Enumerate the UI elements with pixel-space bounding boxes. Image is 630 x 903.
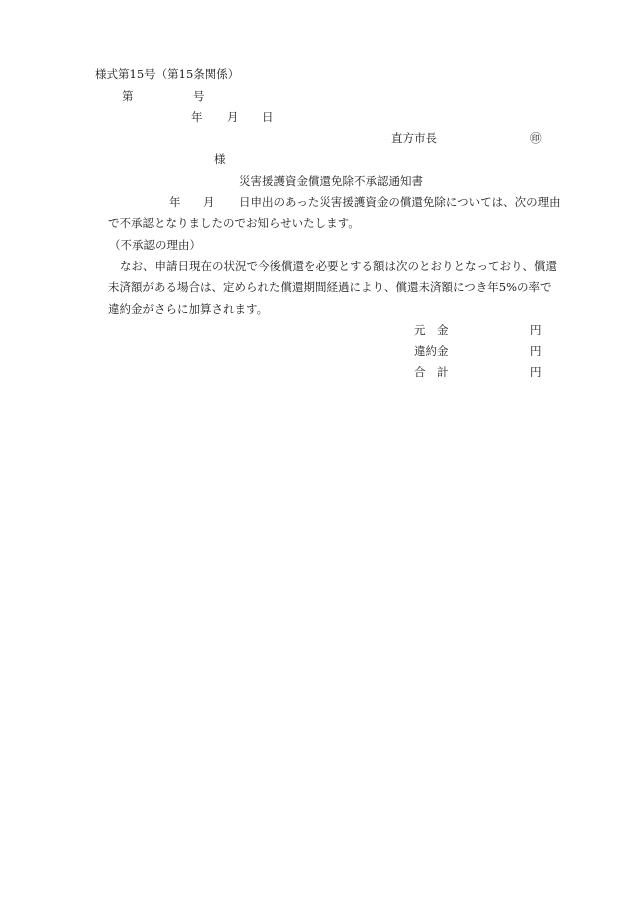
reason-line-2: 未済額がある場合は、定められた償還期間経過により、償還未済額につき年5%の率で — [108, 280, 552, 294]
intro-line-1: 日申出のあった災害援護資金の償還免除については、次の理由 — [239, 195, 561, 209]
intro-month: 月 — [203, 195, 215, 209]
intro-year: 年 — [169, 195, 181, 209]
amount-label-total: 合 計 — [414, 365, 449, 379]
intro-line-2: で不承認となりましたのでお知らせいたします。 — [108, 216, 360, 230]
number-prefix: 第 — [122, 89, 134, 103]
amount-unit-total: 円 — [530, 365, 542, 379]
reason-heading: （不承認の理由） — [109, 238, 201, 252]
reason-line-1: なお、申請日現在の状況で今後償還を必要とする額は次のとおりとなっており、償還 — [120, 259, 557, 273]
seal-mark: ㊞ — [530, 131, 542, 145]
amount-label-principal: 元 金 — [414, 323, 449, 337]
amount-unit-penalty: 円 — [530, 344, 542, 358]
date-day: 日 — [262, 110, 274, 124]
reason-line-3: 違約金がさらに加算されます。 — [108, 302, 269, 316]
number-suffix: 号 — [193, 89, 205, 103]
document-title: 災害援護資金償還免除不承認通知書 — [239, 174, 423, 188]
issuer-name: 直方市長 — [391, 131, 437, 145]
date-month: 月 — [227, 110, 239, 124]
amount-label-penalty: 違約金 — [414, 344, 449, 358]
recipient-suffix: 様 — [214, 152, 226, 166]
date-year: 年 — [191, 110, 203, 124]
amount-unit-principal: 円 — [530, 323, 542, 337]
form-label: 様式第15号（第15条関係） — [95, 67, 240, 81]
